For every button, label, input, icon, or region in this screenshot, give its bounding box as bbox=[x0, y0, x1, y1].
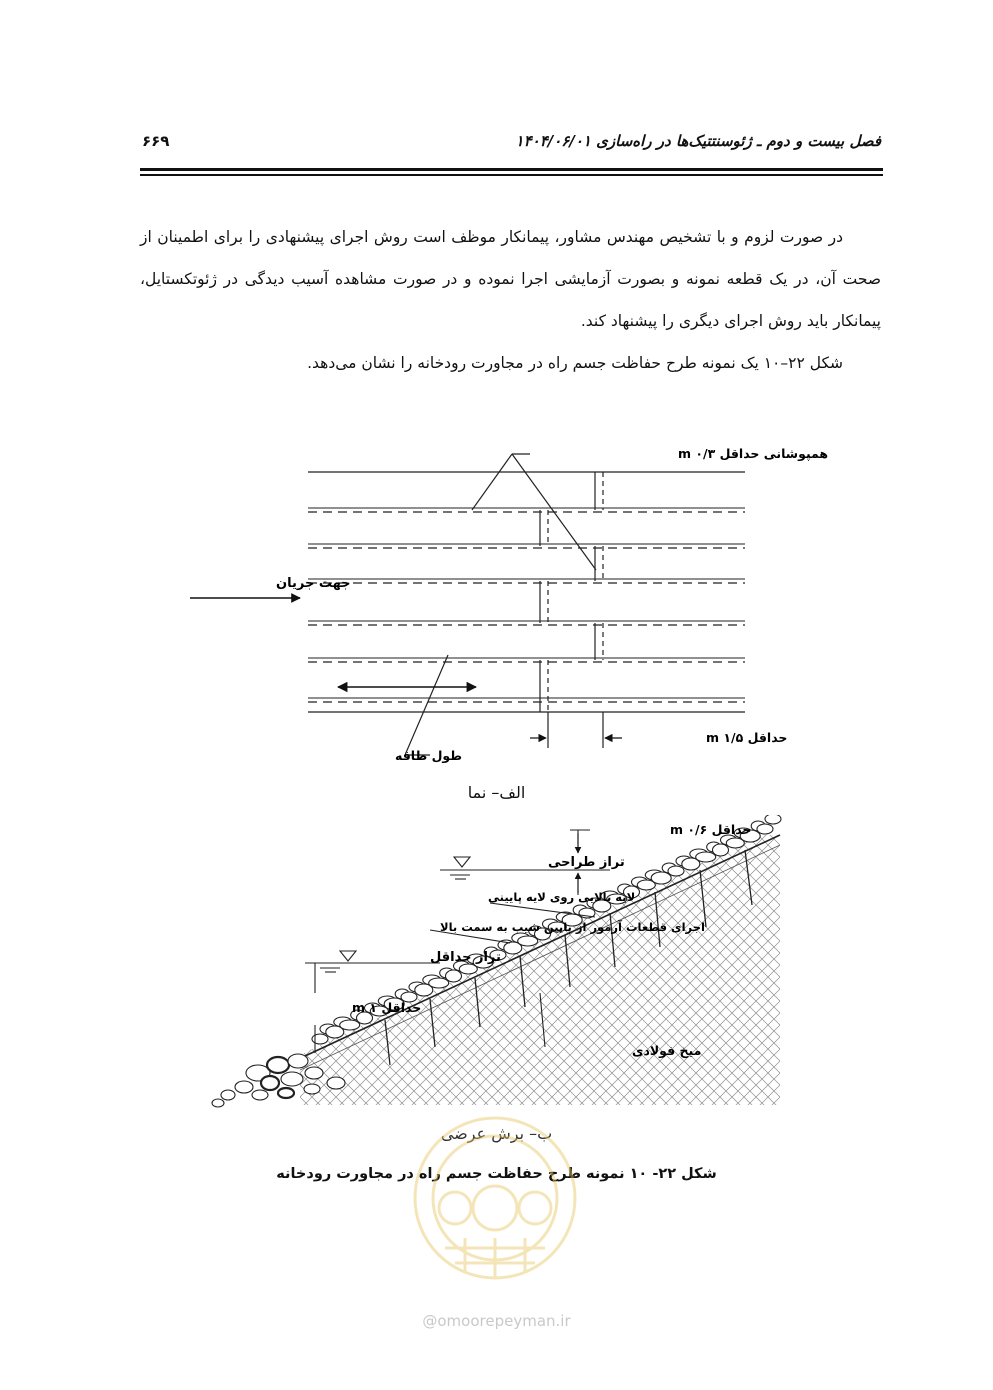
paragraph-1: در صورت لزوم و با تشخیص مهندس مشاور، پیمانکار موظف است روش اجرای پیشنهادی را برای اطمینان از صحت آن، در یک قطعه نمونه و بصورت آزمایشی اجرا نموده و در صورت مشاهده آسیب دیدگی در ژئوتکستایل، پیمانکار باید روش اجرای دیگری را پیشنهاد کند. bbox=[140, 228, 881, 330]
armor-stone bbox=[668, 866, 684, 876]
armor-stone bbox=[446, 970, 462, 982]
armor-stone bbox=[651, 872, 671, 884]
plan-view-caption: الف– نما bbox=[467, 783, 526, 802]
flow-direction-label: جهت جریان bbox=[276, 576, 351, 591]
body-text bbox=[140, 216, 881, 384]
watermark-text: @omoorepeyman.ir bbox=[422, 1312, 571, 1330]
armor-stone bbox=[713, 844, 729, 856]
armor-stone bbox=[696, 852, 716, 862]
header-rule-thick bbox=[140, 168, 883, 171]
plan-view-figure bbox=[0, 430, 993, 770]
page-number: ۶۶۹ bbox=[142, 132, 170, 150]
steel-pin-label: میخ فولادی bbox=[632, 1043, 702, 1058]
armor-stone bbox=[429, 978, 449, 988]
cross-section-caption: ب– برش عرضی bbox=[440, 1124, 553, 1143]
armor-stone bbox=[312, 1034, 328, 1044]
armor-stone bbox=[757, 824, 773, 834]
min-level-label: تراز حداقل bbox=[430, 950, 501, 965]
armor-stone bbox=[518, 936, 538, 946]
armor-stone bbox=[765, 815, 781, 824]
watermark-seal bbox=[385, 1098, 605, 1298]
running-header-title: فصل بیست و دوم ـ ژئوسنتتیک‌ها در راه‌سازی ۱۴۰۴/۰۶/۰۱ bbox=[515, 132, 881, 150]
cross-section-figure bbox=[0, 815, 993, 1115]
armor-installation-label: اجرای قطعات آرمور از پایین شیب به سمت بالا bbox=[440, 920, 705, 934]
armor-stone bbox=[340, 1020, 360, 1030]
overlap-label: همپوشانی حداقل ۰/۳ m bbox=[678, 446, 829, 461]
upper-layer-label: لایه بالایی روی لایه پایینی bbox=[488, 890, 636, 904]
figure-caption: شکل ۲۲- ۱۰ نمونه طرح حفاظت جسم راه در مجاورت رودخانه bbox=[276, 1166, 717, 1182]
min-0-6m-label: حداقل ۰/۶ m bbox=[670, 822, 752, 837]
min-length-label: حداقل ۱/۵ m bbox=[706, 730, 788, 745]
roll-length-label: طول طاقه bbox=[395, 748, 463, 763]
design-level-label: تراز طراحی bbox=[548, 855, 625, 870]
paragraph-2: شکل ۲۲–۱۰ یک نمونه طرح حفاظت جسم راه در مجاورت رودخانه را نشان می‌دهد. bbox=[307, 354, 843, 372]
header-rule-thin bbox=[140, 174, 883, 176]
min-1m-label: حداقل ۱ m bbox=[352, 1000, 422, 1015]
